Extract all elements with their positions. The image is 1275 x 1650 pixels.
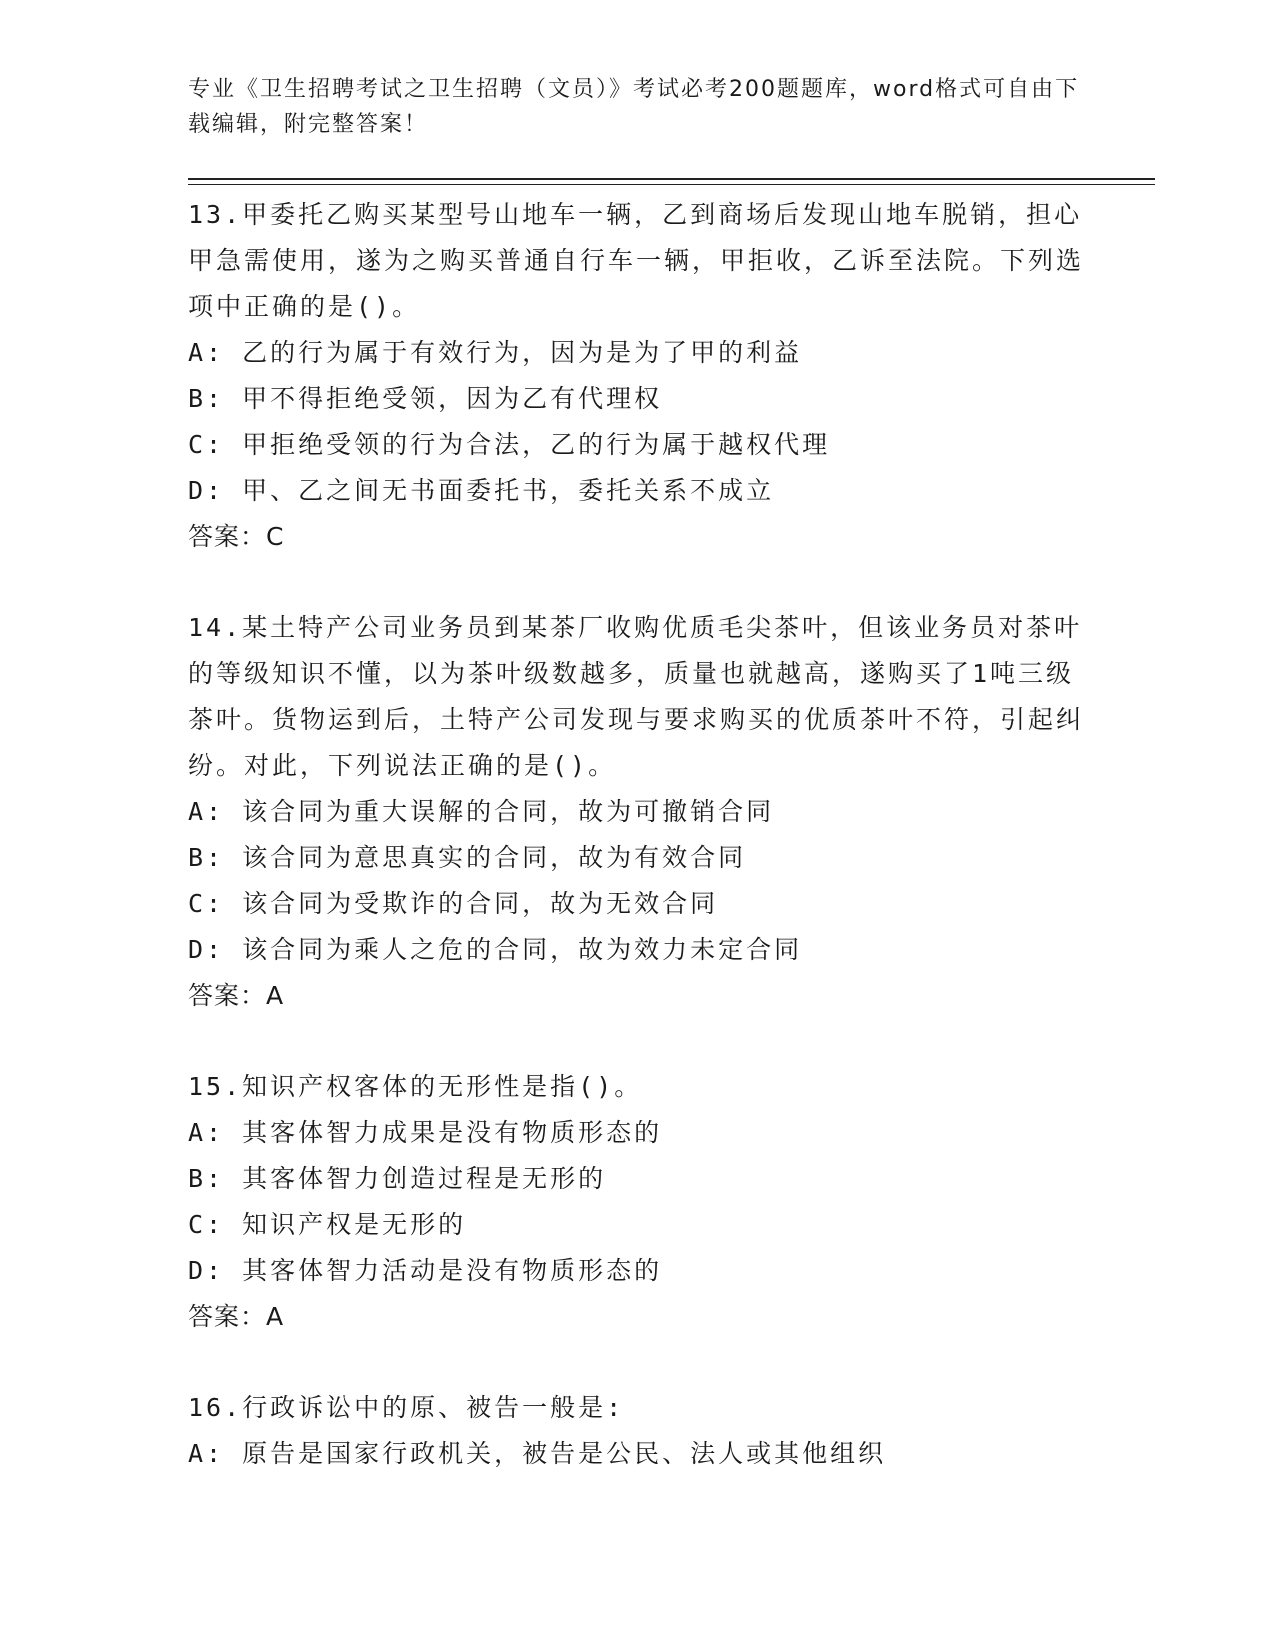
header-divider-thick — [188, 178, 1155, 180]
answer-line: 答案：A — [188, 1302, 285, 1331]
answer-line: 答案：C — [188, 522, 285, 551]
option-d: D: 甲、乙之间无书面委托书，委托关系不成立 — [188, 476, 775, 505]
question-15 — [188, 1064, 1088, 1340]
header-divider-thin — [188, 184, 1155, 185]
option-b: B: 其客体智力创造过程是无形的 — [188, 1164, 607, 1193]
option-a: A: 该合同为重大误解的合同，故为可撤销合同 — [188, 797, 775, 826]
question-16 — [188, 1385, 1088, 1477]
question-stem: 13.甲委托乙购买某型号山地车一辆，乙到商场后发现山地车脱销，担心甲急需使用，遂为之购买普通自行车一辆，甲拒收，乙诉至法院。下列选项中正确的是()。 — [188, 200, 1085, 321]
document-header: 专业《卫生招聘考试之卫生招聘（文员）》考试必考200题题库，word格式可自由下载编辑，附完整答案！ — [188, 77, 1080, 137]
answer-line: 答案：A — [188, 981, 285, 1010]
option-d: D: 该合同为乘人之危的合同，故为效力未定合同 — [188, 935, 803, 964]
question-list — [188, 192, 1088, 1477]
question-13 — [188, 192, 1088, 560]
option-a: A: 乙的行为属于有效行为，因为是为了甲的利益 — [188, 338, 803, 367]
option-b: B: 该合同为意思真实的合同，故为有效合同 — [188, 843, 747, 872]
option-b: B: 甲不得拒绝受领，因为乙有代理权 — [188, 384, 663, 413]
option-c: C: 该合同为受欺诈的合同，故为无效合同 — [188, 889, 719, 918]
option-d: D: 其客体智力活动是没有物质形态的 — [188, 1256, 663, 1285]
question-stem: 15.知识产权客体的无形性是指()。 — [188, 1072, 643, 1101]
option-a: A: 其客体智力成果是没有物质形态的 — [188, 1118, 663, 1147]
question-stem: 16.行政诉讼中的原、被告一般是: — [188, 1393, 625, 1422]
question-14 — [188, 605, 1088, 1019]
option-c: C: 知识产权是无形的 — [188, 1210, 467, 1239]
option-a: A: 原告是国家行政机关，被告是公民、法人或其他组织 — [188, 1439, 887, 1468]
question-stem: 14.某土特产公司业务员到某茶厂收购优质毛尖茶叶，但该业务员对茶叶的等级知识不懂，以为茶叶级数越多，质量也就越高，遂购买了1吨三级茶叶。货物运到后，土特产公司发现与要求购买的优质茶叶不符，引起纠纷。对此，下列说法正确的是()。 — [188, 613, 1085, 780]
option-c: C: 甲拒绝受领的行为合法，乙的行为属于越权代理 — [188, 430, 831, 459]
